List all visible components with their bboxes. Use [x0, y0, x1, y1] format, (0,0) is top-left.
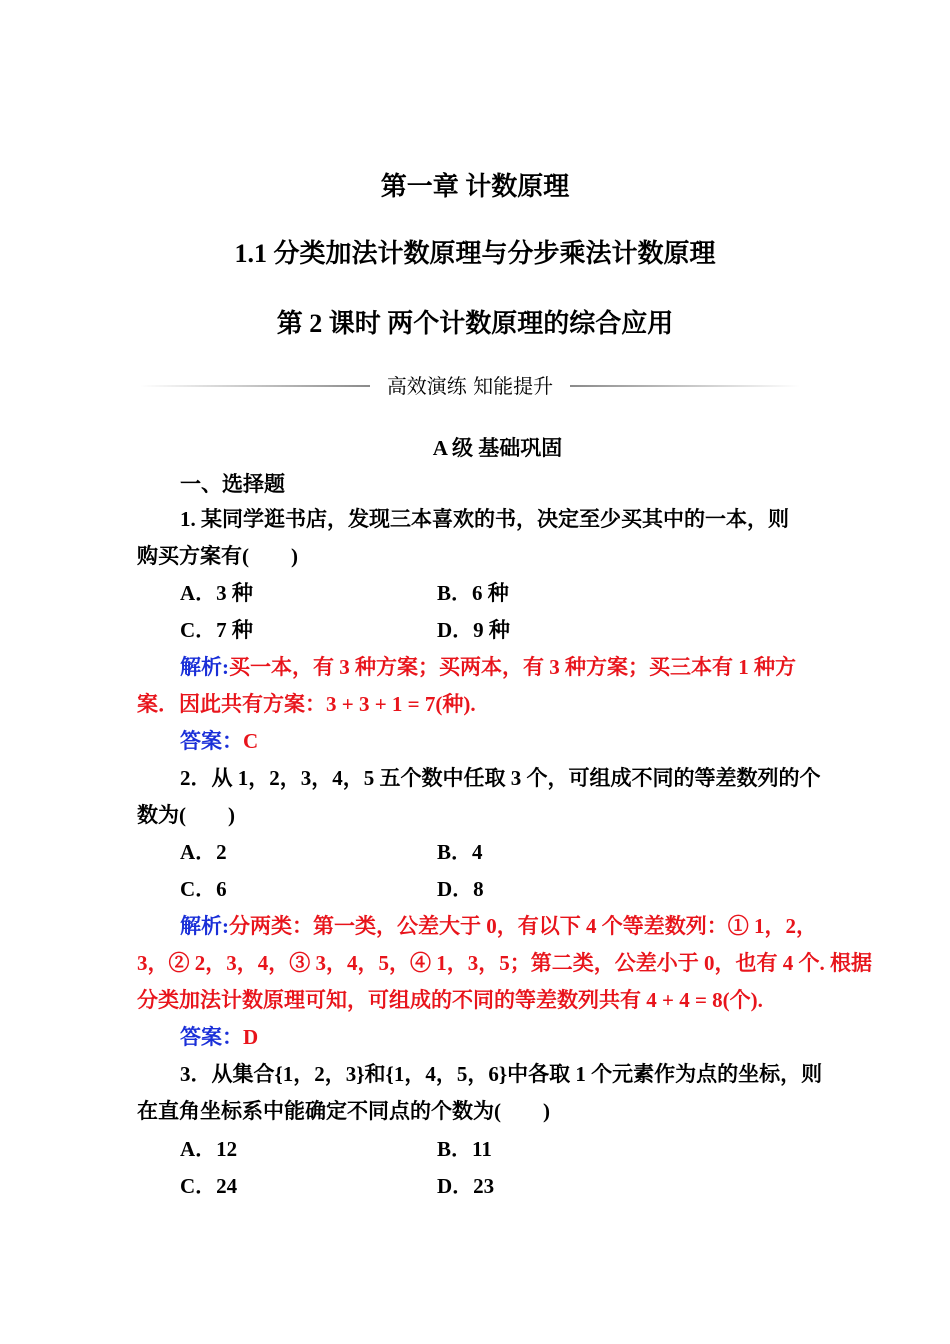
question-1-option-c: C．7 种: [180, 618, 253, 642]
question-2-option-b: B．4: [437, 840, 483, 864]
question-2-answer: [180, 1021, 258, 1051]
analysis-text: 分两类：第一类，公差大于 0，有以下 4 个等差数列：① 1，2，: [229, 914, 817, 938]
analysis-label: 解析:: [180, 655, 229, 679]
analysis-text: 买一本，有 3 种方案；买两本，有 3 种方案；买三本有 1 种方: [229, 655, 796, 679]
question-1-answer: [180, 725, 258, 755]
question-2-analysis-line2: 3，② 2，3，4，③ 3，4，5，④ 1，3，5；第二类，公差小于 0，也有 4 个. 根据: [137, 951, 872, 975]
banner: [140, 370, 800, 400]
question-2-analysis-line1: [180, 910, 817, 940]
question-3-option-b: B．11: [437, 1137, 492, 1161]
question-1-option-d: D．9 种: [437, 618, 510, 642]
section-title: 1.1 分类加法计数原理与分步乘法计数原理: [234, 239, 716, 268]
question-2-option-a: A．2: [180, 840, 227, 864]
answer-value: D: [243, 1025, 259, 1049]
question-1-option-a: A．3 种: [180, 581, 253, 605]
question-2-option-d: D．8: [437, 877, 484, 901]
answer-label: 答案：: [180, 729, 243, 753]
question-1-stem-line1: 1. 某同学逛书店，发现三本喜欢的书，决定至少买其中的一本，则: [180, 507, 789, 531]
question-1-stem-line2: 购买方案有( ): [137, 544, 298, 568]
question-2-stem-line2: 数为( ): [137, 803, 235, 827]
banner-text: 高效演练 知能提升: [386, 374, 554, 398]
answer-value: C: [243, 729, 259, 753]
question-1-option-b: B．6 种: [437, 581, 509, 605]
lesson-title: 第 2 课时 两个计数原理的综合应用: [276, 309, 674, 338]
question-2-stem-line1: 2．从 1，2，3，4，5 五个数中任取 3 个，可组成不同的等差数列的个: [180, 766, 821, 790]
question-3-stem-line2: 在直角坐标系中能确定不同点的个数为( ): [137, 1099, 550, 1123]
analysis-label: 解析:: [180, 914, 229, 938]
level-heading: A 级 基础巩固: [432, 436, 563, 460]
question-1-analysis-line2: 案．因此共有方案：3 + 3 + 1 = 7(种).: [137, 692, 476, 716]
question-3-option-d: D．23: [437, 1174, 495, 1198]
section-heading: 一、选择题: [180, 472, 285, 496]
chapter-title: 第一章 计数原理: [380, 172, 570, 201]
question-3-stem-line1: 3．从集合{1，2，3}和{1，4，5，6}中各取 1 个元素作为点的坐标，则: [180, 1062, 823, 1086]
answer-label: 答案：: [180, 1025, 243, 1049]
question-1-analysis-line1: [180, 651, 796, 681]
question-2-option-c: C．6: [180, 877, 227, 901]
question-2-analysis-line3: 分类加法计数原理可知，可组成的不同的等差数列共有 4 + 4 = 8(个).: [137, 988, 763, 1012]
question-3-option-c: C．24: [180, 1174, 238, 1198]
question-3-option-a: A．12: [180, 1137, 238, 1161]
